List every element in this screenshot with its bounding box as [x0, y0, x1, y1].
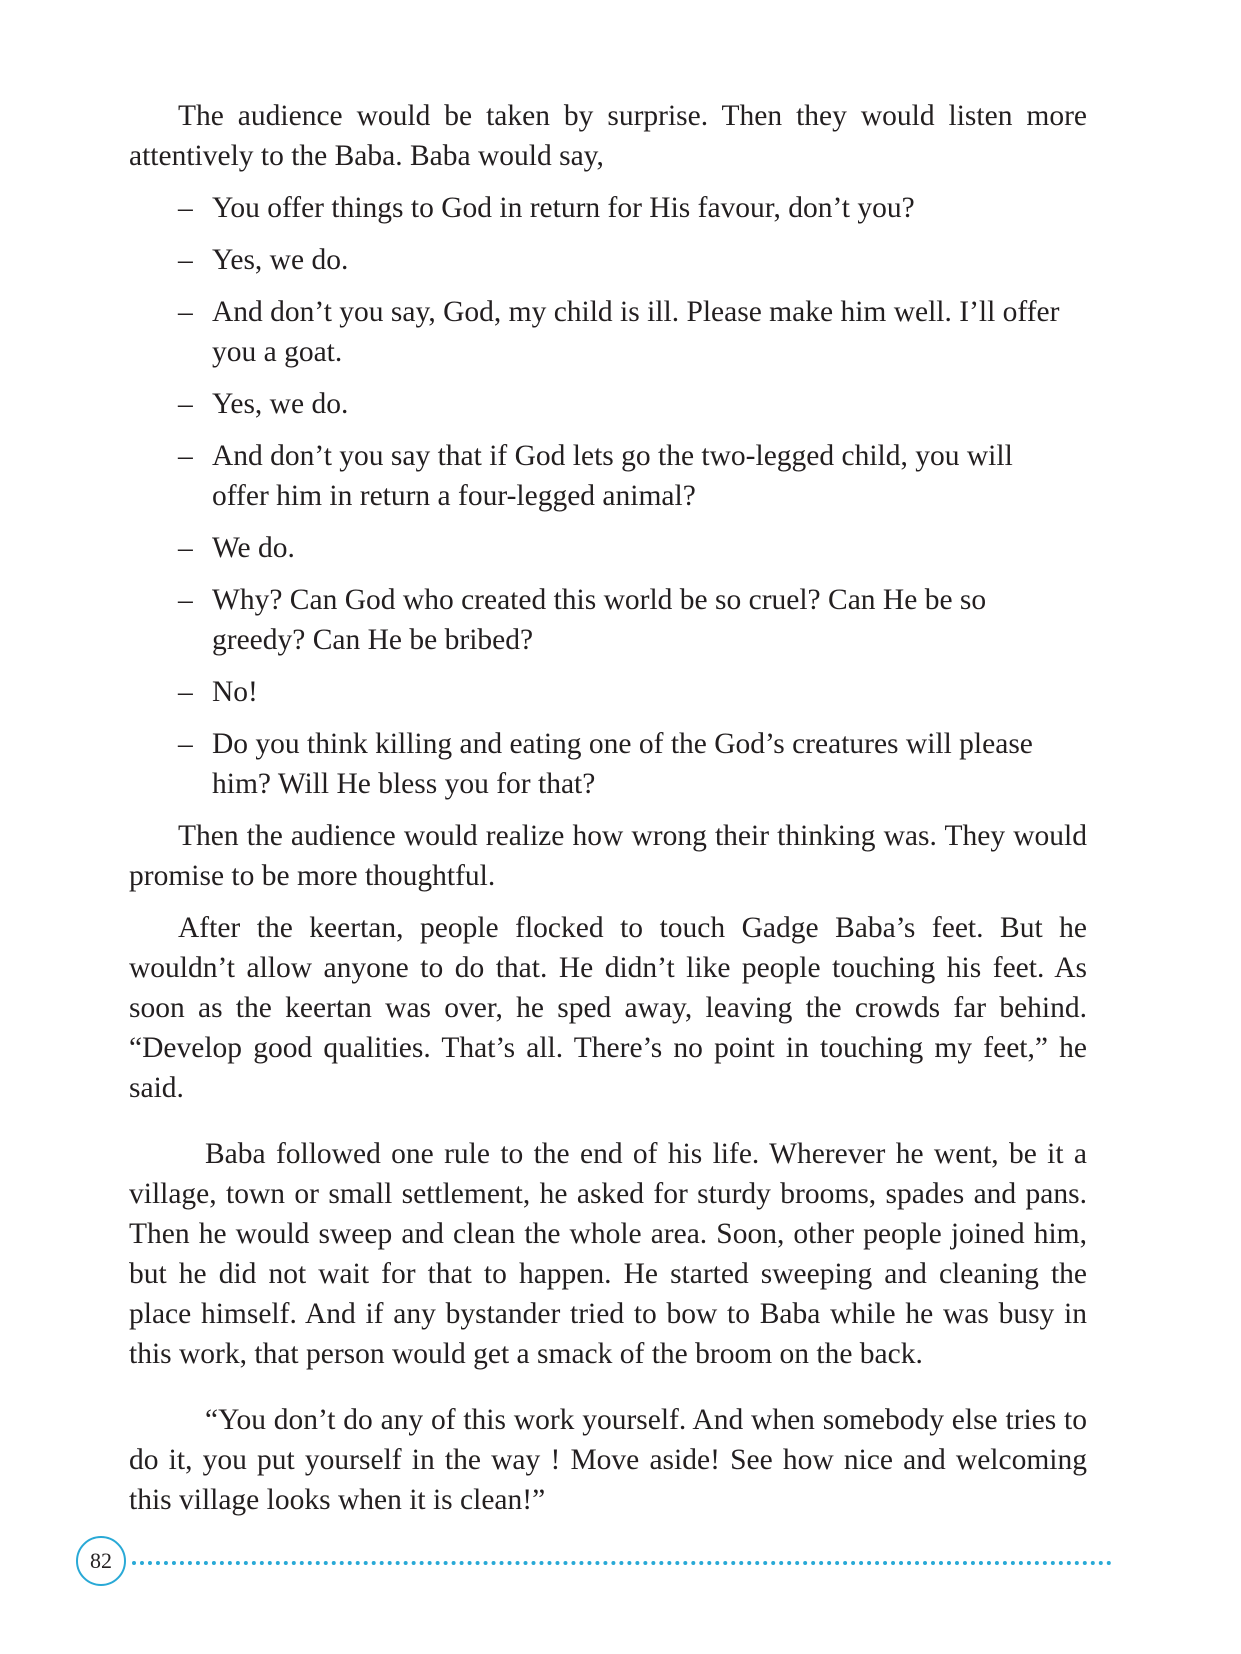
page-body: [129, 96, 1087, 1532]
dialogue-line: [129, 580, 1072, 660]
dash-bullet: –: [178, 440, 193, 472]
dash-bullet: –: [178, 584, 193, 616]
dash-bullet: –: [178, 388, 193, 420]
paragraph-intro: The audience would be taken by surprise. Then they would listen more attentively to the Baba. Baba would say,: [129, 100, 1087, 172]
paragraph-cleaning-rule: Baba followed one rule to the end of his life. Wherever he went, be it a village, town or small settlement, he asked for sturdy brooms, spades and pans. Then he would sweep and clean the whole area. Soon, other people joined him, but he did not wait for that to happen. He started sweeping and cleaning the place himself. And if any bystander tried to bow to Baba while he was busy in this work, that person would get a smack of the broom on the back.: [129, 1138, 1087, 1370]
dash-bullet: –: [178, 192, 193, 224]
dash-bullet: –: [178, 244, 193, 276]
dialogue-text: Yes, we do.: [212, 388, 349, 420]
dialogue-list: [129, 188, 1087, 804]
dialogue-text: Why? Can God who created this world be so cruel? Can He be so greedy? Can He be bribed?: [212, 584, 987, 656]
dialogue-text: And don’t you say, God, my child is ill. Please make him well. I’ll offer you a goat.: [212, 296, 1060, 368]
dialogue-text: No!: [212, 676, 258, 708]
paragraph-quote: “You don’t do any of this work yourself. And when somebody else tries to do it, you put yourself in the way ! Move aside! See how nice and welcoming this village looks when it is clean!”: [129, 1404, 1087, 1516]
dialogue-line: [129, 188, 1072, 228]
dash-bullet: –: [178, 676, 193, 708]
dialogue-line: [129, 672, 1072, 712]
dialogue-line: [129, 240, 1072, 280]
dialogue-line: [129, 528, 1072, 568]
dialogue-line: [129, 724, 1072, 804]
dialogue-text: You offer things to God in return for His favour, don’t you?: [212, 192, 915, 224]
paragraph-keertan: After the keertan, people flocked to touch Gadge Baba’s feet. But he wouldn’t allow anyone to do that. He didn’t like people touching his feet. As soon as the keertan was over, he sped away, leaving the crowds far behind. “Develop good qualities. That’s all. There’s no point in touching my feet,” he said.: [129, 912, 1087, 1104]
page-footer: [76, 1536, 1116, 1588]
dialogue-text: We do.: [212, 532, 295, 564]
dotted-divider: [132, 1561, 1112, 1565]
dialogue-text: Yes, we do.: [212, 244, 349, 276]
paragraph-realization: Then the audience would realize how wrong their thinking was. They would promise to be more thoughtful.: [129, 820, 1087, 892]
dash-bullet: –: [178, 296, 193, 328]
dash-bullet: –: [178, 728, 193, 760]
dialogue-text: And don’t you say that if God lets go the two-legged child, you will offer him in return a four-legged animal?: [212, 440, 1013, 512]
dialogue-text: Do you think killing and eating one of the God’s creatures will please him? Will He bless you for that?: [212, 728, 1033, 800]
dialogue-line: [129, 436, 1072, 516]
page-number: 82: [76, 1536, 126, 1586]
dialogue-line: [129, 292, 1072, 372]
dialogue-line: [129, 384, 1072, 424]
dash-bullet: –: [178, 532, 193, 564]
